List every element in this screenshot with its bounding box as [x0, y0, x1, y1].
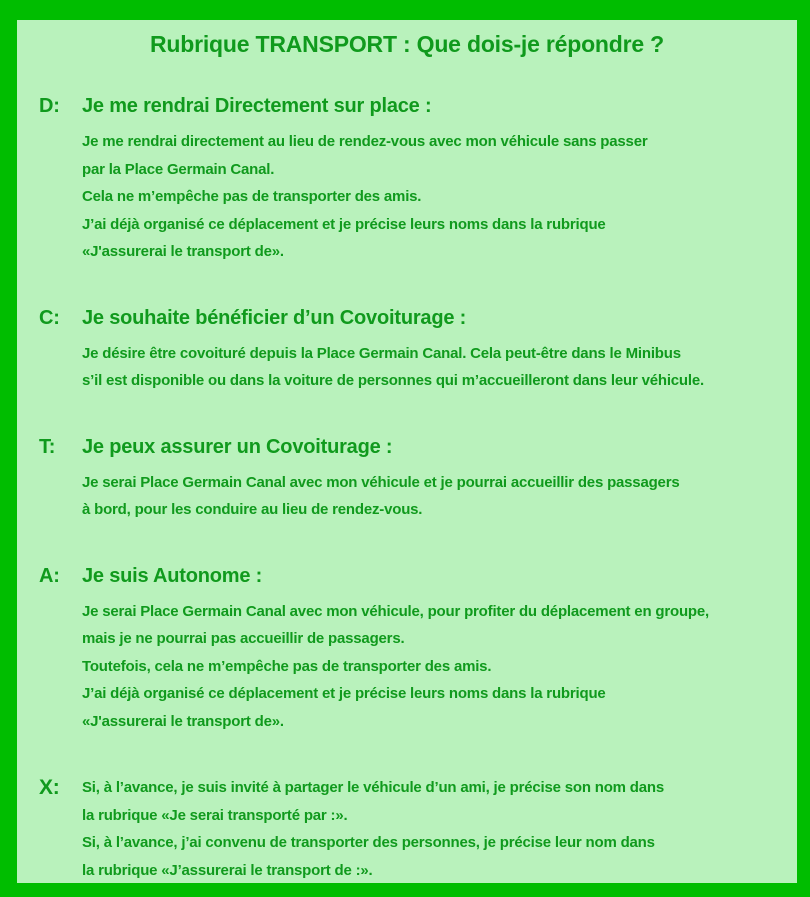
section-t-content: [82, 434, 797, 524]
section-t: [39, 434, 797, 524]
section-a-body: [82, 598, 797, 736]
body-line: la rubrique «Je serai transporté par :».: [82, 806, 348, 824]
section-c-heading: Je souhaite bénéficier d’un Covoiturage :: [82, 306, 467, 329]
body-line: s’il est disponible ou dans la voiture de personnes qui m’accueilleront dans leur véhicule.: [82, 372, 704, 389]
body-line: J’ai déjà organisé ce déplacement et je précise leurs noms dans la rubrique: [82, 215, 606, 233]
section-c: [39, 305, 797, 395]
section-c-label: C:: [39, 306, 60, 329]
section-d-body: [82, 128, 797, 266]
section-x-content: [82, 774, 797, 884]
section-d-content: [82, 93, 797, 266]
body-line: «J'assurerai le transport de».: [82, 243, 284, 260]
section-x-label: X:: [39, 776, 60, 799]
body-line: mais je ne pourrai pas accueillir de passagers.: [82, 630, 405, 647]
body-line: à bord, pour les conduire au lieu de rendez-vous.: [82, 501, 423, 518]
body-line: Je serai Place Germain Canal avec mon véhicule et je pourrai accueillir des passagers: [82, 473, 680, 491]
body-line: la rubrique «J’assurerai le transport de :».: [82, 861, 373, 879]
body-line: Si, à l’avance, j’ai convenu de transporter des personnes, je précise leur nom dans: [82, 834, 655, 851]
body-line: par la Place Germain Canal.: [82, 160, 275, 178]
section-x: [39, 774, 797, 884]
page-title: Rubrique TRANSPORT : Que dois-je répondre ?: [149, 31, 665, 57]
body-line: Je désire être covoituré depuis la Place Germain Canal. Cela peut-être dans le Minibus: [82, 344, 681, 362]
section-t-body: [82, 469, 797, 524]
section-a: [39, 563, 797, 736]
section-a-content: [82, 563, 797, 736]
section-a-label: A:: [39, 564, 60, 587]
section-d: [39, 93, 797, 266]
sections-container: [17, 93, 797, 884]
section-c-body: [82, 340, 797, 395]
body-line: Toutefois, cela ne m’empêche pas de transporter des amis.: [82, 657, 492, 675]
body-line: «J'assurerai le transport de».: [82, 712, 284, 730]
body-line: Si, à l’avance, je suis invité à partager le véhicule d’un ami, je précise son nom dans: [82, 779, 664, 796]
body-line: Je serai Place Germain Canal avec mon véhicule, pour profiter du déplacement en groupe,: [82, 602, 709, 620]
section-t-label: T:: [39, 435, 56, 458]
section-d-heading: Je me rendrai Directement sur place :: [82, 95, 432, 117]
section-x-body: [82, 774, 797, 884]
section-a-heading: Je suis Autonome :: [82, 564, 263, 587]
body-line: Je me rendrai directement au lieu de rendez-vous avec mon véhicule sans passer: [82, 133, 648, 150]
body-line: J’ai déjà organisé ce déplacement et je précise leurs noms dans la rubrique: [82, 685, 606, 702]
body-line: Cela ne m’empêche pas de transporter des amis.: [82, 188, 422, 205]
section-c-content: [82, 305, 797, 395]
section-d-label: D:: [39, 95, 60, 117]
section-t-heading: Je peux assurer un Covoiturage :: [82, 435, 393, 458]
